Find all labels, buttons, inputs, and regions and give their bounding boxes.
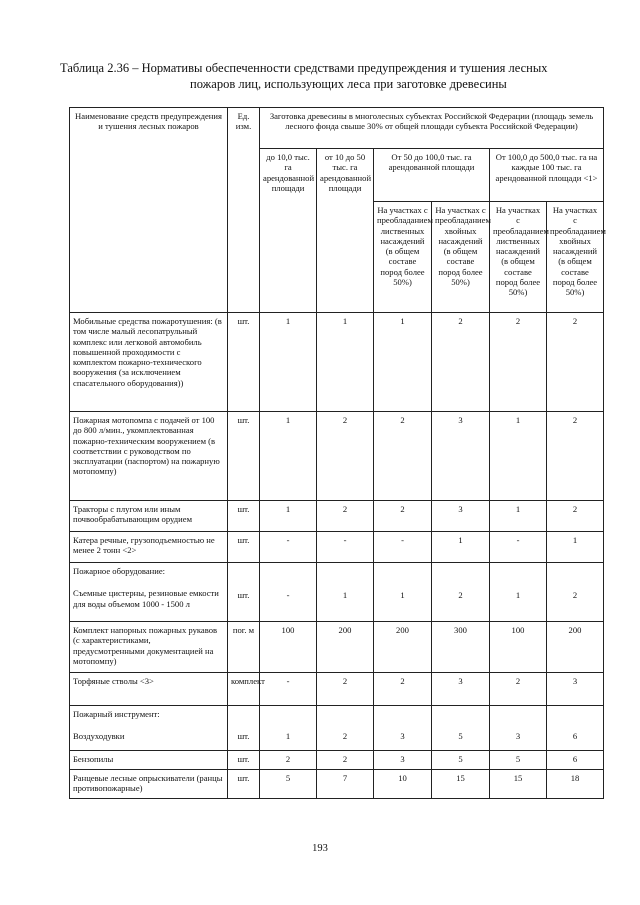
row-value: 3 — [374, 706, 432, 751]
row-name: Торфяные стволы <3> — [70, 673, 228, 706]
row-value: 10 — [374, 770, 432, 799]
row-value: 1 — [260, 313, 317, 412]
row-value: 3 — [432, 501, 490, 532]
page-number: 193 — [312, 843, 328, 854]
table-row — [70, 770, 604, 799]
row-value: 2 — [374, 673, 432, 706]
header-leaf-deciduous-1: На участках с преобладанием лиственных насаждений (в общем составе пород более 50%) — [374, 202, 432, 313]
table-row — [70, 622, 604, 673]
row-value: 1 — [374, 563, 432, 622]
table-caption — [60, 60, 580, 92]
row-name-group — [70, 563, 228, 622]
row-value: 5 — [432, 706, 490, 751]
row-value: 3 — [547, 673, 604, 706]
row-value: 1 — [374, 313, 432, 412]
row-value: 300 — [432, 622, 490, 673]
header-sub-4: От 100,0 до 500,0 тыс. га на каждые 100 тыс. га арендованной площади <1> — [490, 149, 604, 202]
row-value: - — [260, 563, 317, 622]
row-value: 1 — [490, 563, 547, 622]
table-row — [70, 313, 604, 412]
row-value: 200 — [374, 622, 432, 673]
table-row — [70, 532, 604, 563]
row-value: 6 — [547, 751, 604, 770]
row-value: 100 — [490, 622, 547, 673]
row-value: - — [317, 532, 374, 563]
table-row — [70, 412, 604, 501]
row-unit: шт. — [228, 313, 260, 412]
row-value: - — [260, 673, 317, 706]
row-value: 7 — [317, 770, 374, 799]
row-value: 2 — [490, 673, 547, 706]
row-value: 2 — [317, 673, 374, 706]
row-value: 1 — [260, 412, 317, 501]
row-value: 1 — [260, 706, 317, 751]
caption-line-1: Таблица 2.36 – Нормативы обеспеченности средствами предупреждения и тушения лесных — [60, 61, 548, 75]
row-value: 2 — [317, 501, 374, 532]
group-heading: Пожарный инструмент: — [73, 709, 160, 719]
row-value: 15 — [490, 770, 547, 799]
row-name: Пожарная мотопомпа с подачей от 100 до 800 л/мин., укомплектованная пожарно-техническим вооружением (в соответствии с руководством по эксплуатации (паспортом) на пожарную мотопомпу) — [70, 412, 228, 501]
row-value: 1 — [317, 563, 374, 622]
row-value: 1 — [260, 501, 317, 532]
row-value: 2 — [432, 313, 490, 412]
row-unit: пог. м — [228, 622, 260, 673]
row-value: 5 — [260, 770, 317, 799]
row-name-group — [70, 706, 228, 751]
row-name: Мобильные средства пожаротушения: (в том числе малый лесопатрульный комплекс или легковой автомобиль повышенной проходимости с комплектом пожарно-технического вооружения (за исключением спасательного оборудования)) — [70, 313, 228, 412]
header-leaf-conifer-1: На участках с преобладанием хвойных насаждений (в общем составе пород более 50%) — [432, 202, 490, 313]
row-unit: шт. — [228, 751, 260, 770]
row-unit: комплект — [228, 673, 260, 706]
header-name: Наименование средств предупреждения и тушения лесных пожаров — [70, 108, 228, 313]
row-name: Воздуходувки — [73, 731, 125, 742]
header-unit: Ед. изм. — [228, 108, 260, 313]
row-name: Ранцевые лесные опрыскиватели (ранцы противопожарные) — [70, 770, 228, 799]
row-value: 3 — [432, 673, 490, 706]
table-row — [70, 501, 604, 532]
row-unit: шт. — [228, 563, 260, 622]
table-row — [70, 751, 604, 770]
row-value: 18 — [547, 770, 604, 799]
row-value: 2 — [547, 412, 604, 501]
row-unit: шт. — [228, 770, 260, 799]
row-name: Бензопилы — [70, 751, 228, 770]
row-value: 6 — [547, 706, 604, 751]
row-name: Катера речные, грузоподъемностью не менее 2 тонн <2> — [70, 532, 228, 563]
header-sub-1: до 10,0 тыс. га арендованной площади — [260, 149, 317, 313]
row-unit: шт. — [228, 501, 260, 532]
caption-line-2: пожаров лиц, использующих леса при заготовке древесины — [190, 77, 507, 91]
row-value: 2 — [374, 412, 432, 501]
row-value: 2 — [374, 501, 432, 532]
row-value: 5 — [432, 751, 490, 770]
row-value: 2 — [547, 563, 604, 622]
row-value: 3 — [374, 751, 432, 770]
row-value: 15 — [432, 770, 490, 799]
table-row — [70, 563, 604, 622]
row-value: 200 — [547, 622, 604, 673]
header-leaf-conifer-2: На участках с преобладанием хвойных насаждений (в общем составе пород более 50%) — [547, 202, 604, 313]
row-value: 2 — [317, 412, 374, 501]
row-unit: шт. — [228, 706, 260, 751]
row-value: - — [490, 532, 547, 563]
row-value: 1 — [317, 313, 374, 412]
header-sub-3: От 50 до 100,0 тыс. га арендованной площади — [374, 149, 490, 202]
row-value: 3 — [432, 412, 490, 501]
header-leaf-deciduous-2: На участках с преобладанием лиственных насаждений (в общем составе пород более 50%) — [490, 202, 547, 313]
row-value: 5 — [490, 751, 547, 770]
header-row-1 — [70, 108, 604, 149]
norms-table — [69, 107, 604, 799]
row-value: 100 — [260, 622, 317, 673]
header-sub-2: от 10 до 50 тыс. га арендованной площади — [317, 149, 374, 313]
group-heading: Пожарное оборудование: — [73, 566, 166, 576]
table-row — [70, 706, 604, 751]
row-value: 2 — [317, 751, 374, 770]
row-value: 2 — [317, 706, 374, 751]
row-value: 200 — [317, 622, 374, 673]
row-unit: шт. — [228, 412, 260, 501]
row-value: 3 — [490, 706, 547, 751]
row-value: 1 — [432, 532, 490, 563]
header-group-main: Заготовка древесины в многолесных субъектах Российской Федерации (площадь земель лесного фонда свыше 30% от общей площади субъекта Российской Федерации) — [260, 108, 604, 149]
row-value: 1 — [547, 532, 604, 563]
table-row — [70, 673, 604, 706]
row-value: 2 — [490, 313, 547, 412]
row-name: Съемные цистерны, резиновые емкости для воды объемом 1000 - 1500 л — [73, 588, 219, 609]
row-value: - — [374, 532, 432, 563]
row-name: Комплект напорных пожарных рукавов (с характеристиками, предусмотренными документацией на мотопомпу) — [70, 622, 228, 673]
row-value: 2 — [547, 501, 604, 532]
row-unit: шт. — [228, 532, 260, 563]
row-value: 2 — [432, 563, 490, 622]
row-name: Тракторы с плугом или иным почвообрабатывающим орудием — [70, 501, 228, 532]
row-value: 2 — [547, 313, 604, 412]
row-value: - — [260, 532, 317, 563]
row-value: 1 — [490, 501, 547, 532]
row-value: 2 — [260, 751, 317, 770]
row-value: 1 — [490, 412, 547, 501]
